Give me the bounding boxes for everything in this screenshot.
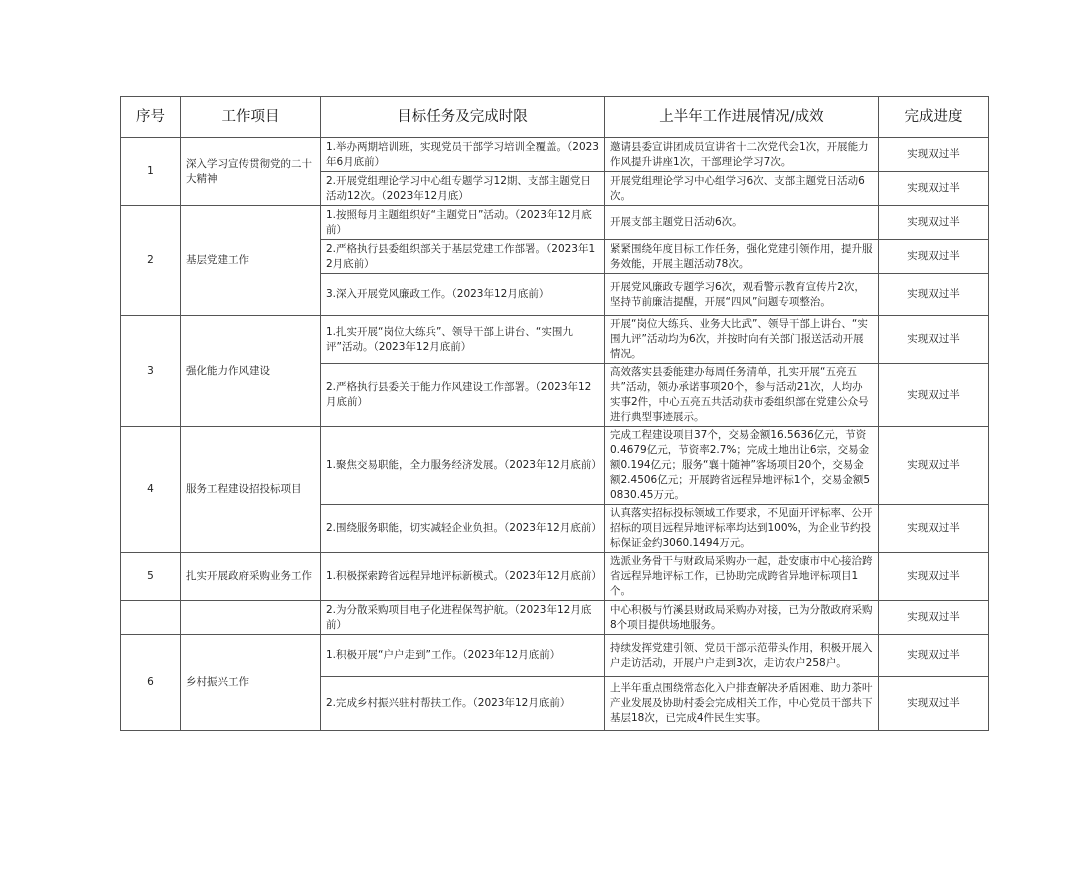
progress-result: 选派业务骨干与财政局采购办一起，赴安康市中心接洽跨省远程异地评标工作，已协助完成跨省异地评标项目1个。	[605, 553, 879, 601]
status-cell: 实现双过半	[879, 206, 989, 240]
target-task: 2.开展党组理论学习中心组专题学习12期、支部主题党日活动12次。（2023年12月底）	[321, 172, 605, 206]
work-item: 强化能力作风建设	[181, 316, 321, 427]
row-number: 1	[121, 138, 181, 206]
status-cell: 实现双过半	[879, 316, 989, 364]
progress-result: 紧紧围绕年度目标工作任务，强化党建引领作用，提升服务效能，开展主题活动78次。	[605, 240, 879, 274]
status-cell: 实现双过半	[879, 364, 989, 427]
progress-result: 开展支部主题党日活动6次。	[605, 206, 879, 240]
progress-result: 中心积极与竹溪县财政局采购办对接，已为分散政府采购8个项目提供场地服务。	[605, 601, 879, 635]
row-number: 6	[121, 635, 181, 731]
target-task: 1.举办两期培训班，实现党员干部学习培训全覆盖。（2023年6月底前）	[321, 138, 605, 172]
progress-result: 开展“岗位大练兵、业务大比武”、领导干部上讲台、“实围九评”活动均为6次，并按时向有关部门报送活动开展情况。	[605, 316, 879, 364]
target-task: 3.深入开展党风廉政工作。（2023年12月底前）	[321, 274, 605, 316]
status-cell: 实现双过半	[879, 505, 989, 553]
work-item: 服务工程建设招投标项目	[181, 427, 321, 553]
row-number-empty	[121, 601, 181, 635]
row-number: 2	[121, 206, 181, 316]
target-task: 2.严格执行县委关于能力作风建设工作部署。（2023年12月底前）	[321, 364, 605, 427]
work-item: 乡村振兴工作	[181, 635, 321, 731]
progress-result: 持续发挥党建引领、党员干部示范带头作用，积极开展入户走访活动，开展户户走到3次，走访农户258户。	[605, 635, 879, 677]
table-row	[121, 427, 989, 505]
header-no: 序号	[121, 97, 181, 138]
status-cell: 实现双过半	[879, 240, 989, 274]
progress-result: 高效落实县委能建办每周任务清单，扎实开展“五亮五共”活动，领办承诺事项20个，参与活动21次，人均办实事2件，中心五亮五共活动获市委组织部在党建公众号进行典型事迹展示。	[605, 364, 879, 427]
progress-result: 完成工程建设项目37个，交易金额16.5636亿元，节资0.4679亿元，节资率2.7%；完成土地出让6宗，交易金额0.194亿元；服务“襄十随神”客场项目20个，交易金额2.4506亿元；开展跨省远程异地评标1个，交易金额50830.45万元。	[605, 427, 879, 505]
target-task: 2.严格执行县委组织部关于基层党建工作部署。（2023年12月底前）	[321, 240, 605, 274]
progress-result: 开展党风廉政专题学习6次，观看警示教育宣传片2次，坚持节前廉洁提醒，开展“四风”问题专项整治。	[605, 274, 879, 316]
target-task: 2.完成乡村振兴驻村帮扶工作。（2023年12月底前）	[321, 677, 605, 731]
work-item: 扎实开展政府采购业务工作	[181, 553, 321, 601]
target-task: 1.扎实开展“岗位大练兵”、领导干部上讲台、“实围九评”活动。（2023年12月底前）	[321, 316, 605, 364]
status-cell: 实现双过半	[879, 635, 989, 677]
status-cell: 实现双过半	[879, 274, 989, 316]
header-item: 工作项目	[181, 97, 321, 138]
table-row	[121, 601, 989, 635]
row-number: 5	[121, 553, 181, 601]
status-cell: 实现双过半	[879, 138, 989, 172]
work-progress-table	[120, 96, 989, 731]
table-row	[121, 316, 989, 364]
target-task: 1.积极开展“户户走到”工作。（2023年12月底前）	[321, 635, 605, 677]
target-task: 1.积极探索跨省远程异地评标新模式。（2023年12月底前）	[321, 553, 605, 601]
status-cell: 实现双过半	[879, 172, 989, 206]
row-number: 4	[121, 427, 181, 553]
header-status: 完成进度	[879, 97, 989, 138]
table-row	[121, 138, 989, 172]
table-row	[121, 635, 989, 677]
status-cell: 实现双过半	[879, 427, 989, 505]
target-task: 1.按照每月主题组织好“主题党日”活动。（2023年12月底前）	[321, 206, 605, 240]
status-cell: 实现双过半	[879, 601, 989, 635]
target-task: 2.为分散采购项目电子化进程保驾护航。（2023年12月底前）	[321, 601, 605, 635]
row-number: 3	[121, 316, 181, 427]
target-task: 2.围绕服务职能，切实减轻企业负担。（2023年12月底前）	[321, 505, 605, 553]
work-item-empty	[181, 601, 321, 635]
progress-result: 认真落实招标投标领域工作要求，不见面开评标率、公开招标的项目远程异地评标率均达到100%，为企业节约投标保证金约3060.1494万元。	[605, 505, 879, 553]
table-row	[121, 553, 989, 601]
header-progress: 上半年工作进展情况/成效	[605, 97, 879, 138]
progress-result: 上半年重点围绕常态化入户排查解决矛盾困难、助力茶叶产业发展及协助村委会完成相关工作，中心党员干部共下基层18次，已完成4件民生实事。	[605, 677, 879, 731]
table-row	[121, 206, 989, 240]
header-target: 目标任务及完成时限	[321, 97, 605, 138]
status-cell: 实现双过半	[879, 553, 989, 601]
progress-result: 邀请县委宣讲团成员宣讲省十二次党代会1次，开展能力作风提升讲座1次，干部理论学习7次。	[605, 138, 879, 172]
status-cell: 实现双过半	[879, 677, 989, 731]
header-row	[121, 97, 989, 138]
work-item: 基层党建工作	[181, 206, 321, 316]
target-task: 1.聚焦交易职能，全力服务经济发展。（2023年12月底前）	[321, 427, 605, 505]
work-item: 深入学习宣传贯彻党的二十大精神	[181, 138, 321, 206]
progress-result: 开展党组理论学习中心组学习6次、支部主题党日活动6次。	[605, 172, 879, 206]
